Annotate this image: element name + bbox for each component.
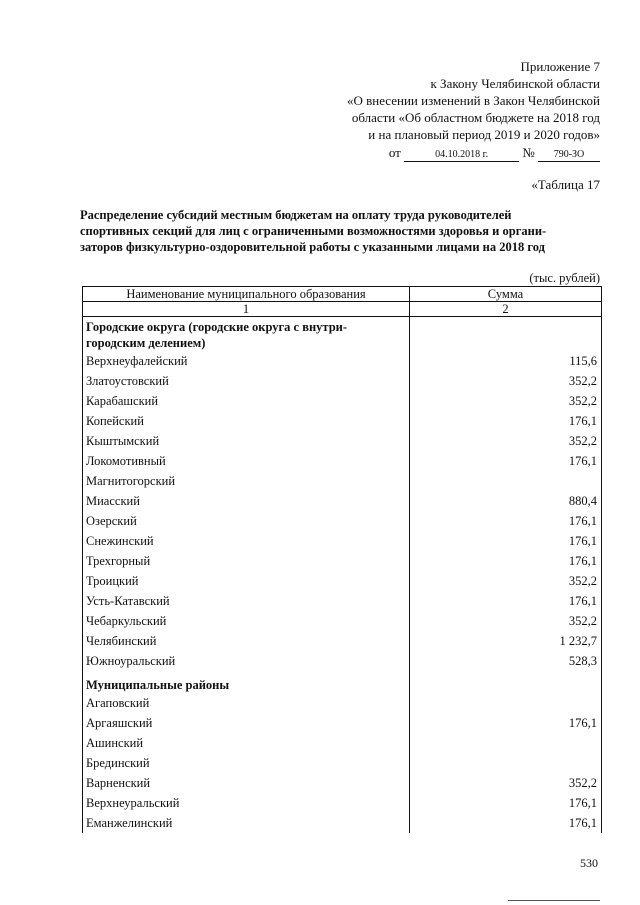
table-row	[83, 391, 602, 411]
title-line: спортивных секций для лиц с ограниченными возможностями здоровья и органи-	[80, 224, 547, 238]
header-line: к Закону Челябинской области	[430, 76, 600, 91]
subsidy-amount: 1 232,7	[410, 631, 602, 651]
subsidy-amount: 352,2	[410, 371, 602, 391]
table-row	[83, 713, 602, 733]
municipality-name: Еманжелинский	[83, 813, 410, 833]
subsidy-amount: 880,4	[410, 491, 602, 511]
column-number-2: 2	[410, 302, 602, 317]
table-row	[83, 651, 602, 671]
column-header-sum: Сумма	[410, 287, 602, 302]
subsidy-amount: 352,2	[410, 391, 602, 411]
table-row	[83, 451, 602, 471]
table-row	[83, 733, 602, 753]
table-row	[83, 351, 602, 371]
title-line: заторов физкультурно-оздоровительной работы с указанными лицами на 2018 год	[80, 240, 545, 254]
page-number: 530	[580, 856, 598, 870]
table-row	[83, 793, 602, 813]
municipality-name: Карабашский	[83, 391, 410, 411]
group-title	[83, 317, 410, 352]
group-title-line: городским делением)	[86, 336, 206, 350]
subsidy-amount: 176,1	[410, 713, 602, 733]
subsidy-amount: 528,3	[410, 651, 602, 671]
units-label: (тыс. рублей)	[529, 271, 600, 285]
municipality-name: Златоустовский	[83, 371, 410, 391]
table-row	[83, 693, 602, 713]
table-row	[83, 571, 602, 591]
municipality-name: Агаповский	[83, 693, 410, 713]
table-body	[83, 317, 602, 834]
table-number-row	[83, 302, 602, 317]
header-line: и на плановый период 2019 и 2020 годов»	[368, 127, 600, 142]
group-title-line: Муниципальные районы	[86, 678, 230, 692]
municipality-name: Ашинский	[83, 733, 410, 753]
table-row	[83, 591, 602, 611]
municipality-name: Аргаяшский	[83, 713, 410, 733]
subsidy-amount: 176,1	[410, 451, 602, 471]
subsidy-amount: 176,1	[410, 411, 602, 431]
group-title-line: Городские округа (городские округа с внутри-	[86, 320, 348, 334]
table-row	[83, 431, 602, 451]
municipality-name: Чебаркульский	[83, 611, 410, 631]
group-sum-cell	[410, 671, 602, 693]
ot-label: от	[388, 145, 401, 160]
subsidy-amount: 176,1	[410, 511, 602, 531]
column-number-1: 1	[83, 302, 410, 317]
table-row	[83, 491, 602, 511]
municipality-name: Верхнеуральский	[83, 793, 410, 813]
number-label: №	[522, 145, 535, 160]
subsidy-amount: 176,1	[410, 793, 602, 813]
municipality-name: Миасский	[83, 491, 410, 511]
municipality-name: Трехгорный	[83, 551, 410, 571]
table-header-row	[83, 287, 602, 302]
table-row	[83, 773, 602, 793]
municipality-name: Южноуральский	[83, 651, 410, 671]
subsidy-amount	[410, 471, 602, 491]
footer-rule	[508, 900, 600, 901]
group-title	[83, 671, 410, 693]
table-row	[83, 753, 602, 773]
municipality-name: Озерский	[83, 511, 410, 531]
table-row	[83, 813, 602, 833]
subsidy-amount: 352,2	[410, 611, 602, 631]
municipality-name: Снежинский	[83, 531, 410, 551]
municipality-name: Магнитогорский	[83, 471, 410, 491]
column-header-name: Наименование муниципального образования	[83, 287, 410, 302]
subsidy-amount: 352,2	[410, 773, 602, 793]
subsidy-amount: 176,1	[410, 813, 602, 833]
municipality-name: Верхнеуфалейский	[83, 351, 410, 371]
municipality-name: Копейский	[83, 411, 410, 431]
group-header-row	[83, 671, 602, 693]
header-line: Приложение 7	[520, 59, 600, 74]
municipality-name: Локомотивный	[83, 451, 410, 471]
subsidy-amount: 176,1	[410, 591, 602, 611]
title-line: Распределение субсидий местным бюджетам на оплату труда руководителей	[80, 208, 512, 222]
municipality-name: Брединский	[83, 753, 410, 773]
subsidy-table	[82, 286, 602, 833]
subsidy-amount: 115,6	[410, 351, 602, 371]
municipality-name: Челябинский	[83, 631, 410, 651]
appendix-header	[260, 58, 600, 162]
table-label: «Таблица 17	[531, 177, 600, 192]
municipality-name: Кыштымский	[83, 431, 410, 451]
subsidy-amount: 176,1	[410, 551, 602, 571]
law-date: 04.10.2018 г.	[404, 149, 519, 162]
group-sum-cell	[410, 317, 602, 352]
subsidy-amount	[410, 733, 602, 753]
subsidy-amount	[410, 753, 602, 773]
table-row	[83, 531, 602, 551]
municipality-name: Троицкий	[83, 571, 410, 591]
table-row	[83, 631, 602, 651]
header-line: области «Об областном бюджете на 2018 год	[351, 110, 600, 125]
subsidy-amount	[410, 693, 602, 713]
municipality-name: Усть-Катавский	[83, 591, 410, 611]
document-title	[80, 207, 600, 255]
municipality-name: Варненский	[83, 773, 410, 793]
subsidy-amount: 352,2	[410, 571, 602, 591]
table-row	[83, 411, 602, 431]
header-line: «О внесении изменений в Закон Челябинской	[346, 93, 600, 108]
law-number: 790-ЗО	[538, 149, 600, 162]
table-row	[83, 471, 602, 491]
law-date-number	[260, 144, 600, 162]
table-row	[83, 511, 602, 531]
table-row	[83, 551, 602, 571]
subsidy-amount: 176,1	[410, 531, 602, 551]
table-row	[83, 611, 602, 631]
table-row	[83, 371, 602, 391]
group-header-row	[83, 317, 602, 352]
subsidy-amount: 352,2	[410, 431, 602, 451]
